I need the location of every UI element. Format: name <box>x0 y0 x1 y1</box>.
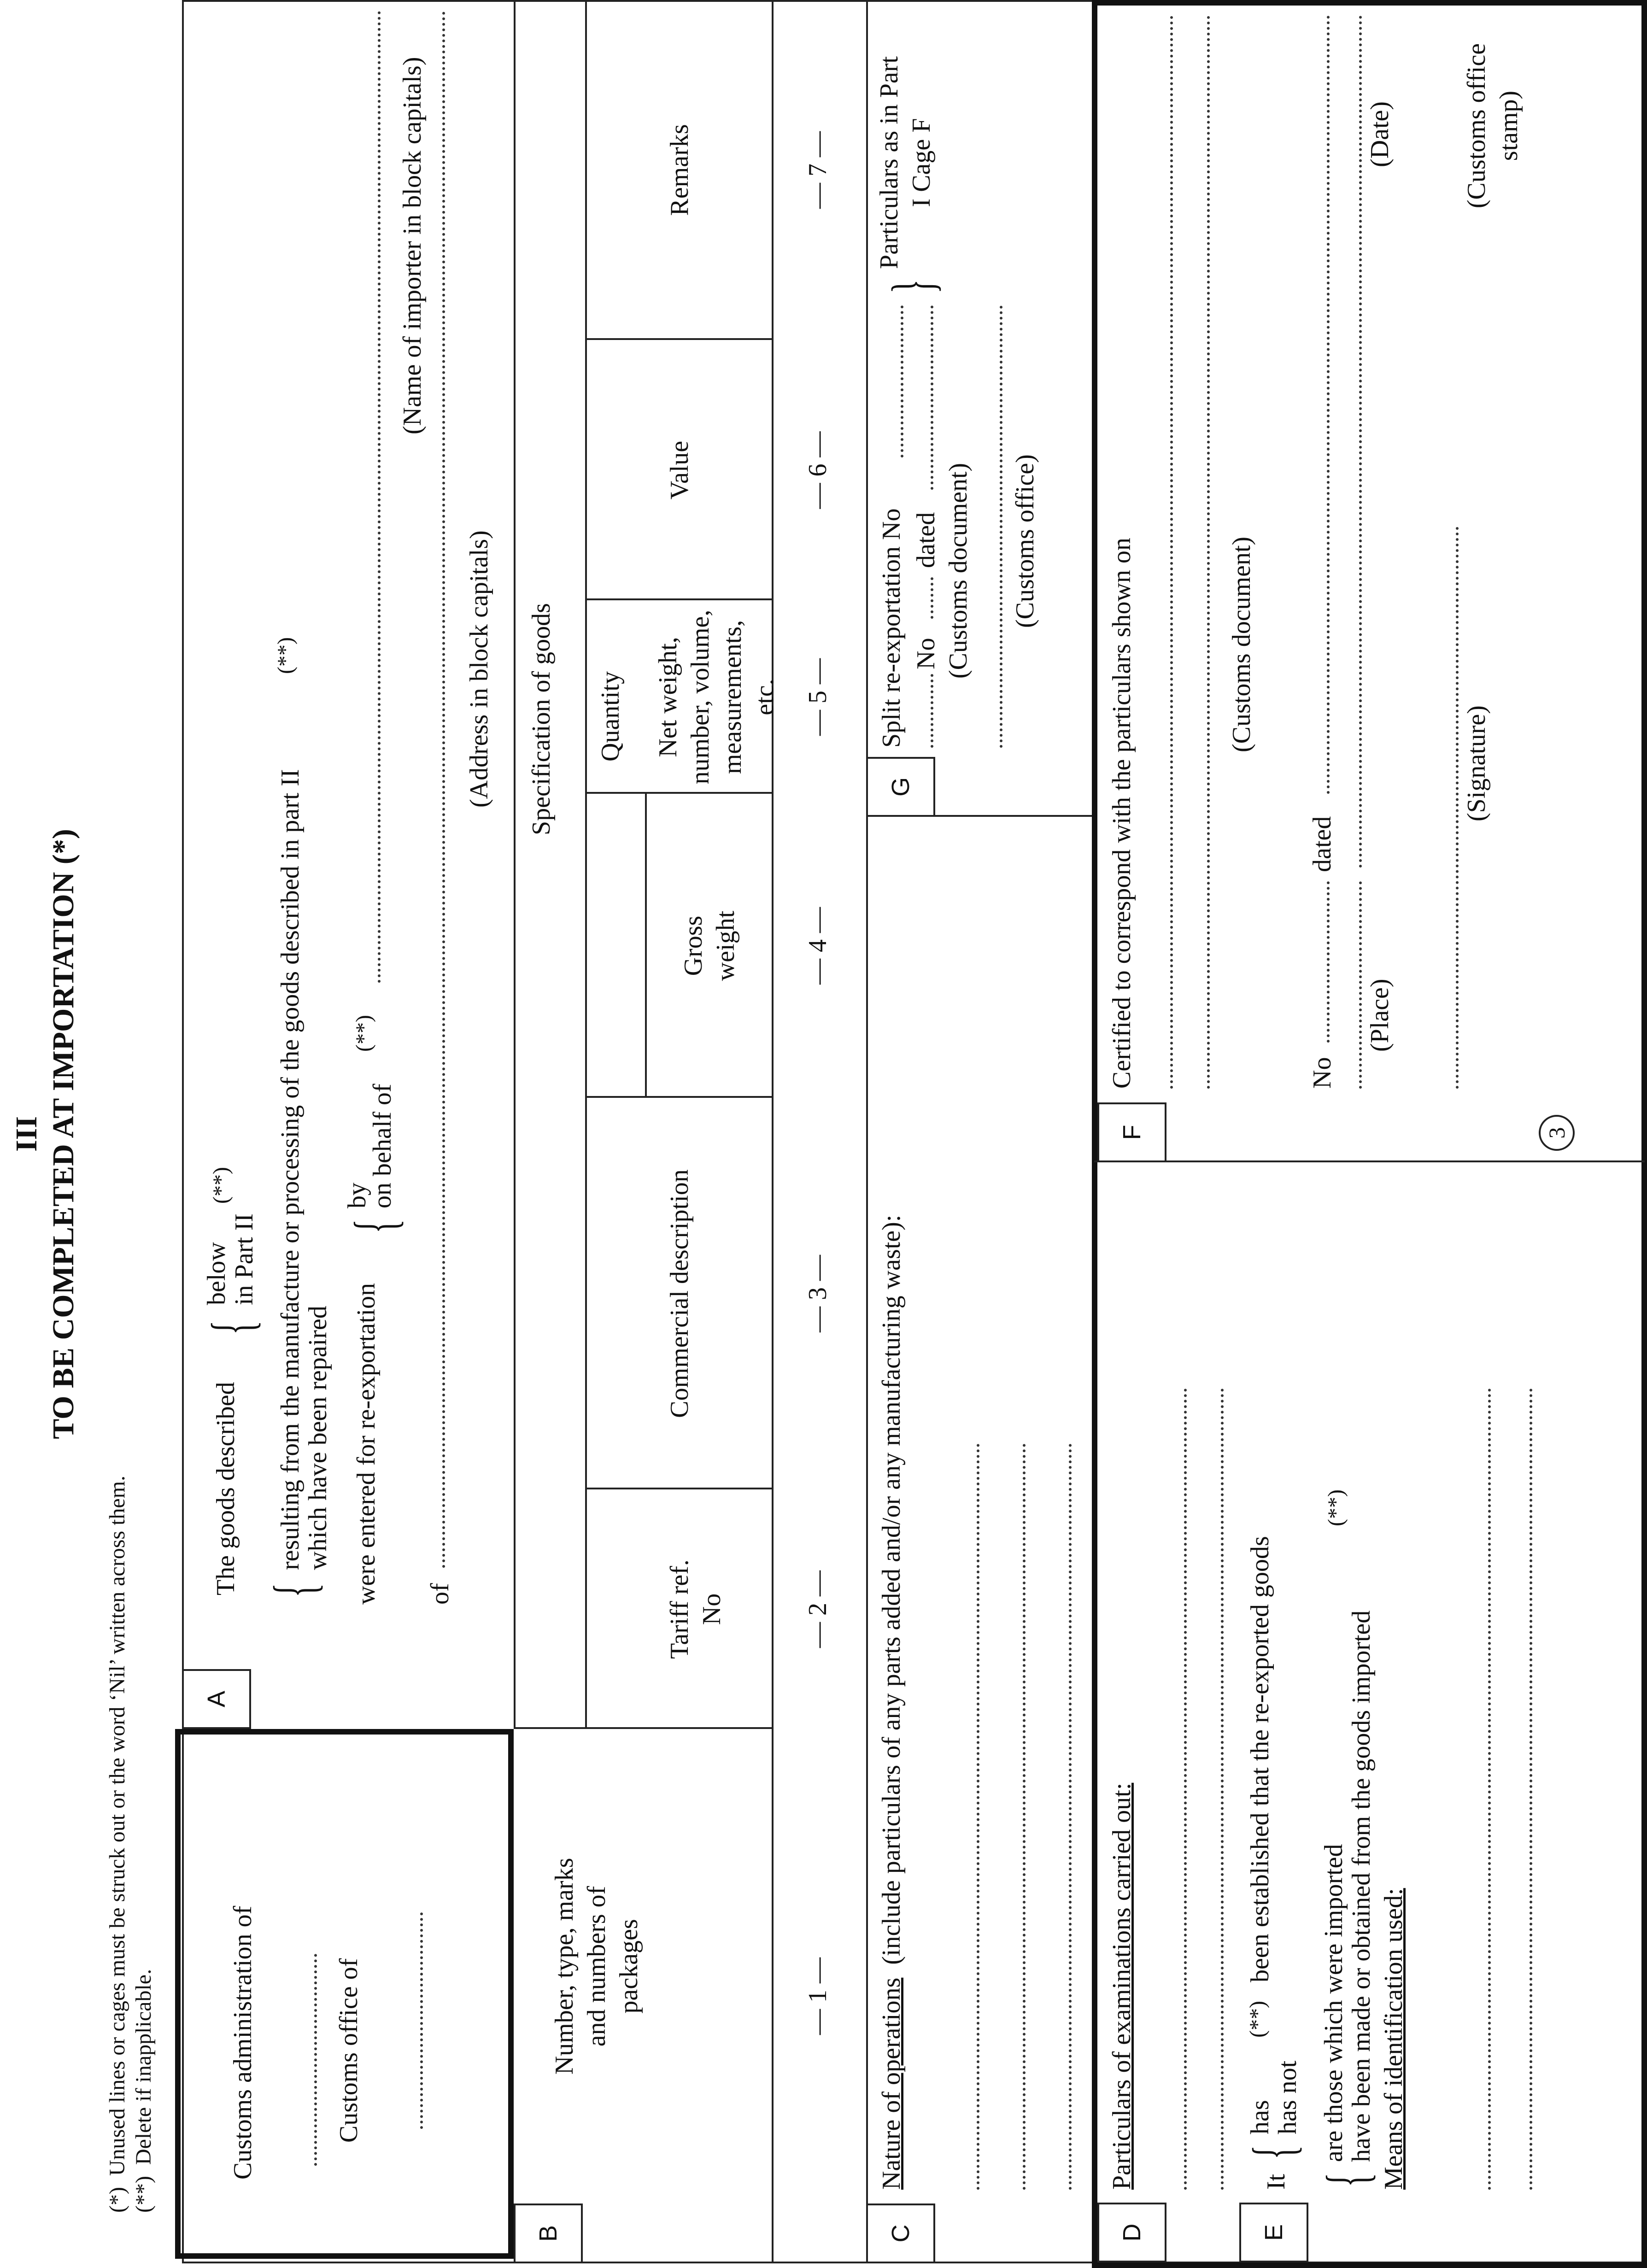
cage-g-no-dots <box>931 577 933 619</box>
col3-header: Commercial description <box>665 1169 694 1418</box>
cage-c-letter: C <box>866 2204 935 2263</box>
cage-e-brace-1: { <box>1241 2145 1307 2160</box>
col4-header: Gross weight <box>679 910 740 981</box>
cage-e-line-2 <box>1530 1388 1532 2190</box>
col6-number: — 6 — <box>803 431 832 509</box>
cage-e-means: Means of identification used: <box>1379 1888 1408 2190</box>
table-header-bottom <box>772 0 774 2263</box>
cage-d-letter: D <box>1097 2203 1166 2262</box>
footnote-2 <box>130 1969 158 2213</box>
cage-c-text: (include particulars of any parts added and/or any manufacturing waste): <box>877 1214 906 1965</box>
col7-header: Remarks <box>665 124 694 216</box>
quantity-heading: Quantity <box>596 671 625 762</box>
cage-a-stars-3: (**) <box>352 1015 376 1052</box>
cage-g-dated: dated <box>912 512 940 568</box>
footnote-2-text: Delete if inapplicable. <box>131 1969 156 2165</box>
customs-office-line <box>420 1912 423 2129</box>
cage-e-line-1 <box>1488 1388 1491 2190</box>
cage-g-office-line <box>1000 305 1002 748</box>
cage-a-on-behalf: on behalf of <box>368 1084 397 1208</box>
cage-a-brace-3: { <box>342 1219 409 1234</box>
cage-a-address-line <box>442 11 445 1568</box>
cage-f-dated-line <box>1327 15 1330 794</box>
col4-number: — 4 — <box>803 907 832 985</box>
cage-g-brace: { <box>886 279 952 294</box>
cage-e-imported: are those which were imported <box>1319 1844 1348 2162</box>
cage-f-no-line <box>1327 881 1330 1043</box>
col3-number: — 3 — <box>803 1255 832 1332</box>
table-bottom <box>866 0 868 2263</box>
page-number <box>1539 1115 1575 1151</box>
cage-g-split-line <box>901 305 903 457</box>
cage-c-line-3 <box>1069 1443 1072 2190</box>
cage-f-place-line <box>1359 881 1362 1089</box>
cage-g-split: Split re-exportation No <box>877 508 906 748</box>
cage-a-letter: A <box>182 1669 251 1729</box>
cage-f-certified: Certified to correspond with the particulars shown on <box>1108 538 1136 1089</box>
cage-a-brace-1: { <box>199 1320 266 1335</box>
footnote-1 <box>104 1476 131 2213</box>
customs-box <box>175 1729 514 2259</box>
cage-a-resulting-1: resulting from the manufacture or processing of the goods described in part II <box>276 769 305 1570</box>
cage-g-customs-doc: (Customs document) <box>944 463 973 679</box>
cage-g-no: No <box>912 638 940 669</box>
cage-f-letter: F <box>1097 1102 1166 1162</box>
cage-e-has-not: has not <box>1273 2060 1302 2134</box>
cage-e-stars-1: (**) <box>1245 2001 1270 2038</box>
cage-a-stars-2: (**) <box>273 637 298 674</box>
page-title: TO BE COMPLETED AT IMPORTATION (*) <box>47 829 80 1439</box>
cage-a-of: of <box>426 1583 454 1605</box>
cage-f-date-line <box>1359 15 1362 867</box>
cage-f-date: (Date) <box>1366 101 1394 167</box>
col5-number: — 5 — <box>803 658 832 736</box>
cage-c-line-2 <box>1023 1443 1026 2190</box>
cage-d-line-1 <box>1184 1388 1187 2190</box>
cage-c-label-text: Nature of operations <box>877 1977 906 2190</box>
cage-a-stars-1: (**) <box>209 1167 233 1204</box>
cage-f-no: No <box>1308 1057 1336 1089</box>
cage-e-established: been established that the re-exported goods <box>1246 1536 1274 1982</box>
cage-e-has: has <box>1246 2100 1274 2134</box>
col1-header: Number, type, marks and numbers of packages <box>550 1858 643 2075</box>
footnote-1-text: Unused lines or cages must be struck out or the word ‘Nil’ written across them. <box>105 1475 129 2176</box>
cage-a-below: below <box>202 1242 231 1305</box>
cage-a-by: by <box>343 1183 371 1208</box>
cage-f-left <box>1094 1160 1645 1162</box>
col2-number: — 2 — <box>803 1571 832 1648</box>
col2-header: Tariff ref. No <box>665 1559 726 1659</box>
cage-e-stars-2: (**) <box>1324 1489 1348 1526</box>
cage-f-place: (Place) <box>1366 979 1394 1052</box>
cage-d-line-2 <box>1221 1388 1224 2190</box>
customs-office-label: Customs office of <box>334 1958 363 2143</box>
cage-e-letter: E <box>1239 2203 1308 2262</box>
cage-a-importer-caption: (Name of importer in block capitals) <box>398 57 427 434</box>
cage-a-importer-line <box>378 11 381 983</box>
cage-f-line-1 <box>1170 15 1173 1089</box>
customs-admin-label: Customs administration of <box>229 1905 257 2180</box>
spec-heading: Specification of goods <box>527 603 556 835</box>
cage-c-label <box>875 1215 908 2190</box>
cage-a-address-caption: (Address in block capitals) <box>465 530 493 808</box>
cage-f-customs-doc: (Customs document) <box>1227 536 1256 752</box>
cage-e-made: have been made or obtained from the goods imported <box>1347 1610 1376 2162</box>
col7-number: — 7 — <box>803 131 832 209</box>
cage-a-resulting-2: which have been repaired <box>304 1306 332 1570</box>
cage-g-customs-office: (Customs office) <box>1011 454 1039 628</box>
cage-f-signature: (Signature) <box>1462 705 1491 821</box>
cage-g-no-line <box>931 674 933 748</box>
footnote-1-mark: (*) <box>105 2187 129 2213</box>
cage-b-letter: B <box>514 2204 583 2263</box>
cage-a-bottom <box>514 0 516 1729</box>
cage-f-stamp: (Customs office stamp) <box>1462 43 1523 209</box>
cage-a-goods-described: The goods described <box>211 1382 240 1595</box>
customs-admin-line <box>314 1954 317 2166</box>
cage-c-line-1 <box>977 1443 979 2190</box>
col6-header: Value <box>665 440 694 500</box>
spec-heading-line <box>585 0 587 1729</box>
cage-e-brace-2: { <box>1314 2173 1381 2187</box>
page-number-text: 3 <box>1544 1127 1570 1139</box>
cage-g-dated-line <box>931 305 933 490</box>
cage-f-signature-line <box>1456 527 1459 1089</box>
cage-g-letter: G <box>866 757 935 817</box>
col1-number: — 1 — <box>803 1957 832 2035</box>
footnote-2-mark: (**) <box>131 2176 156 2213</box>
cage-a-in-part-ii: in Part II <box>230 1213 258 1305</box>
cage-a-entered: were entered for re-exportation <box>352 1283 381 1605</box>
cage-g-particulars: Particulars as in Part I Cage F <box>875 56 936 269</box>
cage-d-label: Particulars of examinations carried out: <box>1108 1782 1136 2190</box>
part-number: III <box>10 1116 43 1152</box>
quantity-underline <box>645 794 647 1098</box>
cage-f-line-2 <box>1207 15 1210 1089</box>
cage-a-brace-2: { <box>262 1583 328 1598</box>
cage-e-it: It <box>1262 2174 1290 2190</box>
col5-header: Net weight, number, volume, measurements, etc. <box>654 609 779 785</box>
cage-f-dated: dated <box>1308 816 1336 872</box>
